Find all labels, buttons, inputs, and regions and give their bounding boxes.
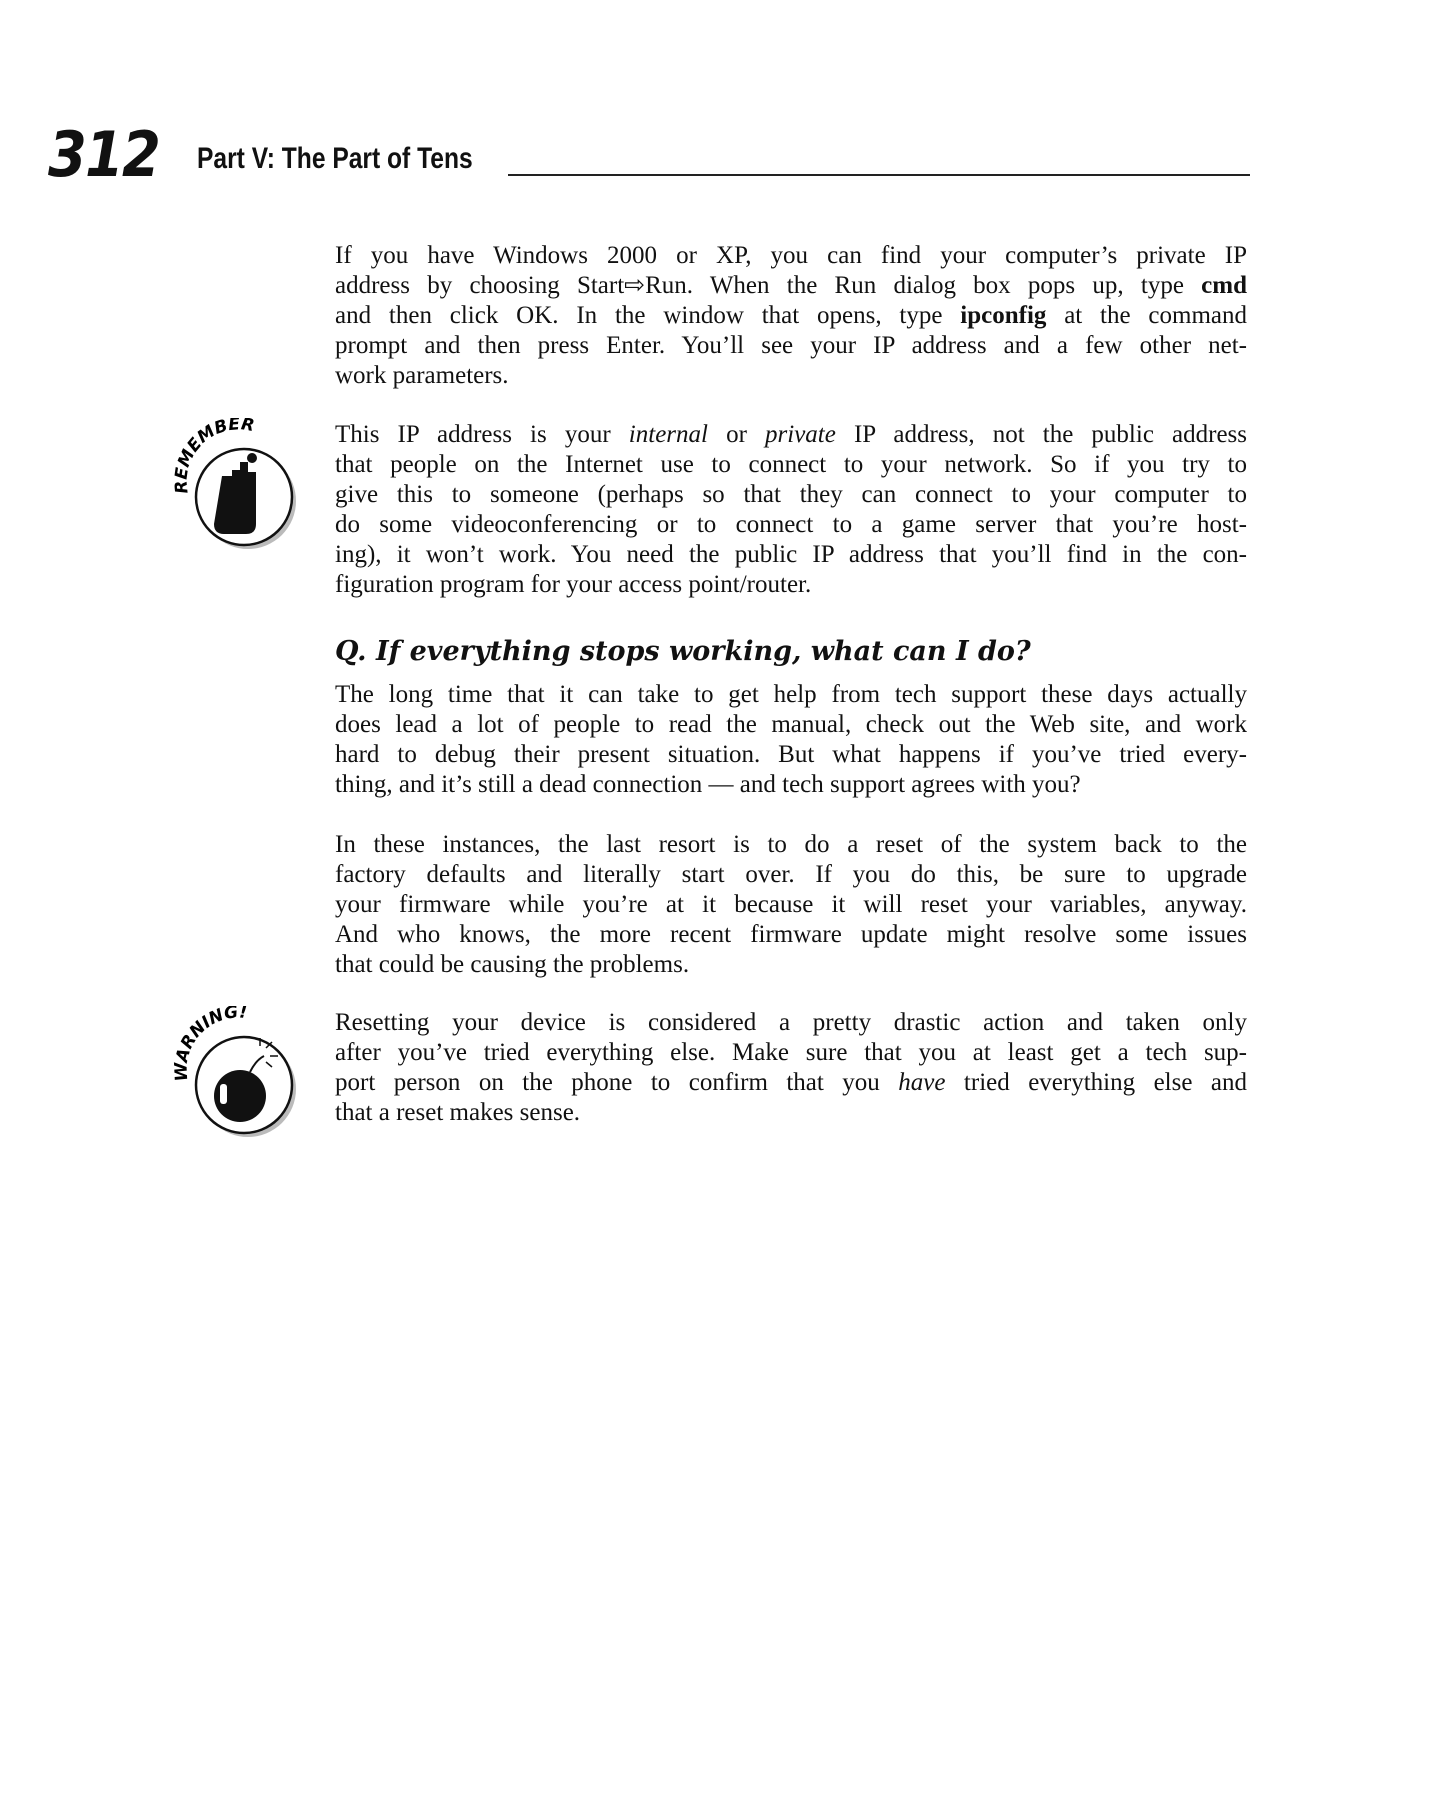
text-line: ing), it won’t work. You need the public IP address that you’ll find in the con- bbox=[335, 541, 1247, 568]
text-line: This IP address is your internal or private IP address, not the public address bbox=[335, 421, 1248, 448]
text-line: In these instances, the last resort is to do a reset of the system back to the bbox=[335, 831, 1247, 858]
paragraph-warning bbox=[335, 1008, 1247, 1128]
text-line: that people on the Internet use to connect to your network. So if you try to bbox=[335, 451, 1247, 478]
text-line: that could be causing the problems. bbox=[335, 951, 690, 978]
header-rule bbox=[508, 174, 1250, 176]
text-line: The long time that it can take to get help from tech support these days actually bbox=[335, 681, 1247, 708]
text-line: your firmware while you’re at it because it will reset your variables, anyway. bbox=[335, 891, 1247, 918]
text-line: prompt and then press Enter. You’ll see your IP address and a few other net- bbox=[335, 332, 1247, 359]
running-header: Part V: The Part of Tens bbox=[197, 142, 473, 175]
page-number: 312 bbox=[48, 118, 160, 191]
text-line: do some videoconferencing or to connect to a game server that you’re host- bbox=[335, 511, 1247, 538]
svg-text:REMEMBER: REMEMBER bbox=[171, 418, 256, 495]
text-line: does lead a lot of people to read the manual, check out the Web site, and work bbox=[335, 711, 1247, 738]
text-line: after you’ve tried everything else. Make sure that you at least get a tech sup- bbox=[335, 1039, 1247, 1066]
text-line: port person on the phone to confirm that you have tried everything else and bbox=[335, 1069, 1247, 1096]
text-line: and then click OK. In the window that opens, type ipconfig at the command bbox=[335, 302, 1248, 329]
paragraph-ipconfig bbox=[335, 241, 1247, 391]
remember-icon bbox=[170, 418, 305, 553]
text-line: give this to someone (perhaps so that they can connect to your computer to bbox=[335, 481, 1247, 508]
paragraph-private-ip bbox=[335, 420, 1247, 600]
text-line: figuration program for your access point/router. bbox=[335, 571, 812, 598]
paragraph-reset bbox=[335, 830, 1247, 980]
text-line: work parameters. bbox=[335, 362, 509, 389]
text-line: thing, and it’s still a dead connection — and tech support agrees with you? bbox=[335, 771, 1081, 798]
code-ipconfig: ipconfig bbox=[960, 302, 1047, 329]
text-line: that a reset makes sense. bbox=[335, 1099, 581, 1126]
text-line: factory defaults and literally start over. If you do this, be sure to upgrade bbox=[335, 861, 1247, 888]
text-line: And who knows, the more recent firmware update might resolve some issues bbox=[335, 921, 1247, 948]
text-line: If you have Windows 2000 or XP, you can find your computer’s private IP bbox=[335, 242, 1247, 269]
text-line: hard to debug their present situation. But what happens if you’ve tried every- bbox=[335, 741, 1247, 768]
text-line: Resetting your device is considered a pretty drastic action and taken only bbox=[335, 1009, 1247, 1036]
svg-text:WARNING!: WARNING! bbox=[171, 1006, 248, 1082]
code-cmd: cmd bbox=[1201, 272, 1247, 299]
paragraph-tech-support bbox=[335, 680, 1247, 800]
section-heading: Q. If everything stops working, what can I do? bbox=[335, 636, 1031, 667]
warning-bomb-icon bbox=[170, 1006, 305, 1141]
text-line: address by choosing Start⇨Run. When the Run dialog box pops up, type cmd bbox=[335, 272, 1247, 299]
